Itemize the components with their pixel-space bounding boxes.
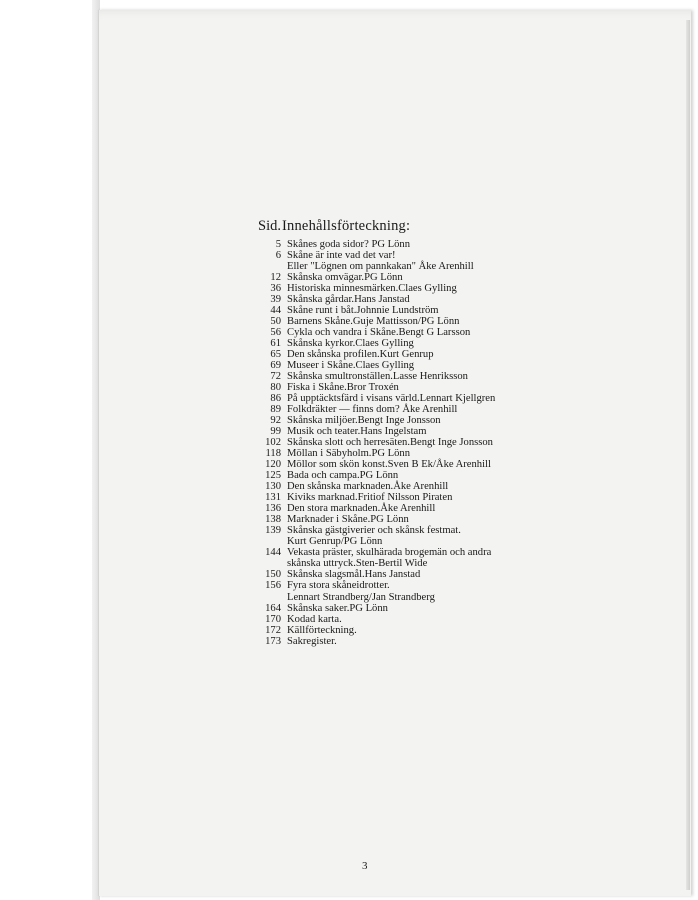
toc-entry-page: 12: [270, 272, 281, 284]
toc-entry: [258, 393, 558, 404]
toc-entry: [258, 382, 558, 393]
toc-entry-title: Vekasta präster, skulhärada brogemän och andra: [287, 547, 492, 559]
toc-entry: [258, 547, 558, 558]
toc-entry: [258, 283, 558, 294]
toc-entry-page: 61: [270, 338, 281, 350]
toc-entry-title: På upptäcktsfärd i visans värld.Lennart Kjellgren: [287, 393, 496, 405]
toc-entry-page: 118: [265, 448, 281, 460]
toc-entry-page: 138: [265, 514, 281, 526]
toc-entry-title: Sakregister.: [287, 635, 337, 647]
page-edge: [686, 20, 690, 890]
toc-entry: [258, 239, 558, 250]
toc-entry-title: Den skånska marknaden.Åke Arenhill: [287, 481, 449, 493]
toc-entry: [258, 503, 558, 514]
toc-entry-title: Historiska minnesmärken.Claes Gylling: [287, 283, 457, 295]
toc-entry-page: 80: [270, 382, 281, 394]
toc-entry: [258, 536, 558, 547]
toc-entry-title: Lennart Strandberg/Jan Strandberg: [287, 591, 435, 603]
toc-entry-title: Skånska slagsmål.Hans Janstad: [287, 569, 421, 581]
toc-entry-page: 6: [275, 250, 281, 262]
toc-entry-page: 92: [270, 415, 281, 427]
toc-entry-title: Möllan i Säbyholm.PG Lönn: [287, 448, 411, 460]
toc-entry-page: 56: [270, 327, 281, 339]
toc-entry-title: Barnens Skåne.Guje Mattisson/PG Lönn: [287, 316, 460, 328]
toc-entry: [258, 569, 558, 580]
toc-entry: [258, 261, 558, 272]
toc-entry-title: Skånska saker.PG Lönn: [287, 602, 388, 614]
toc-entry-title: Fiska i Skåne.Bror Troxén: [287, 382, 399, 394]
toc-entry-page: 36: [270, 283, 281, 295]
toc-entry-title: Skånska kyrkor.Claes Gylling: [287, 338, 414, 350]
toc-entry-title: Kurt Genrup/PG Lönn: [287, 536, 383, 548]
toc-entry-title: Skånes goda sidor? PG Lönn: [287, 239, 410, 250]
toc-entry: [258, 448, 558, 459]
toc-entry-title: Eller "Lögnen om pannkakan" Åke Arenhill: [287, 261, 474, 273]
toc-entry-title: Källförteckning.: [287, 624, 357, 636]
toc-entry: [258, 272, 558, 283]
toc-entry: [258, 470, 558, 481]
toc-entry-page: 125: [265, 470, 281, 482]
toc-entry-page: 89: [270, 404, 281, 416]
sid-label: Sid.: [258, 218, 281, 234]
toc-entry-title: Den skånska profilen.Kurt Genrup: [287, 349, 434, 361]
toc-entry: [258, 426, 558, 437]
toc-entry-title: Skåne runt i båt.Johnnie Lundström: [287, 305, 439, 317]
toc-entry: [258, 305, 558, 316]
toc-entry-page: 144: [265, 547, 281, 559]
toc-entry-title: Folkdräkter — finns dom? Åke Arenhill: [287, 404, 458, 416]
toc-entry-page: 150: [265, 569, 281, 581]
toc-entry-page: 131: [265, 492, 281, 504]
toc-entry-page: 130: [265, 481, 281, 493]
toc-entry-page: 173: [265, 635, 281, 647]
toc-entry: [258, 492, 558, 503]
toc-entry-title: Skånska miljöer.Bengt Inge Jonsson: [287, 415, 441, 427]
toc-entry: [258, 338, 558, 349]
toc-entry-page: 44: [270, 305, 281, 317]
toc-entry: [258, 371, 558, 382]
toc-entry-title: Skånska smultronställen.Lasse Henriksson: [287, 371, 468, 383]
toc-entry-title: Bada och campa.PG Lönn: [287, 470, 399, 482]
toc-entry-title: Skåne är inte vad det var!: [287, 250, 396, 262]
toc-entry: [258, 437, 558, 448]
toc-entry: [258, 415, 558, 426]
toc-entry-page: 139: [265, 525, 281, 537]
toc-entry-page: 50: [270, 316, 281, 328]
toc-entry: [258, 614, 558, 625]
toc-entry-title: Skånska gästgiverier och skånsk festmat.: [287, 525, 461, 537]
toc-entry-page: 5: [275, 239, 281, 250]
page-number: 3: [362, 860, 368, 872]
toc-entry: [258, 250, 558, 261]
toc-entry-title: Musik och teater.Hans Ingelstam: [287, 426, 427, 438]
toc-entry: [258, 636, 558, 647]
toc-entry: [258, 294, 558, 305]
toc-entry-title: Kiviks marknad.Fritiof Nilsson Piraten: [287, 492, 453, 504]
toc-entry-page: 164: [265, 602, 281, 614]
toc-entry-page: 86: [270, 393, 281, 405]
toc-entry-title: skånska uttryck.Sten-Bertil Wide: [287, 558, 428, 570]
toc-entry: [258, 404, 558, 415]
toc-entry: [258, 603, 558, 614]
toc-entry: [258, 481, 558, 492]
toc-entry-page: 156: [265, 580, 281, 592]
toc-entry-title: Marknader i Skåne.PG Lönn: [287, 514, 409, 526]
toc-entry: [258, 592, 558, 603]
toc-entry: [258, 327, 558, 338]
toc-list: [258, 239, 558, 647]
toc-entry-title: Museer i Skåne.Claes Gylling: [287, 360, 415, 372]
toc-entry-title: Möllor som skön konst.Sven B Ek/Åke Arenhill: [287, 459, 491, 471]
table-of-contents: [258, 218, 558, 647]
toc-entry: [258, 558, 558, 569]
toc-entry: [258, 316, 558, 327]
toc-entry-title: Fyra stora skåneidrotter.: [287, 580, 390, 592]
toc-entry-page: 39: [270, 294, 281, 306]
toc-entry: [258, 360, 558, 371]
toc-entry: [258, 525, 558, 536]
toc-entry-title: Skånska slott och herresäten.Bengt Inge Jonsson: [287, 437, 493, 449]
toc-entry-page: 102: [265, 437, 281, 449]
toc-entry: [258, 580, 558, 591]
toc-entry-title: Kodad karta.: [287, 613, 342, 625]
toc-entry-page: 120: [265, 459, 281, 471]
toc-entry-page: 172: [265, 624, 281, 636]
toc-entry-title: Den stora marknaden.Åke Arenhill: [287, 503, 436, 515]
toc-entry: [258, 349, 558, 360]
toc-entry: [258, 459, 558, 470]
toc-entry-page: 72: [270, 371, 281, 383]
toc-entry: [258, 514, 558, 525]
toc-entry-title: Cykla och vandra i Skåne.Bengt G Larsson: [287, 327, 471, 339]
toc-entry-page: 69: [270, 360, 281, 372]
toc-entry-title: Skånska gårdar.Hans Janstad: [287, 294, 410, 306]
toc-header: [258, 218, 558, 238]
toc-entry: [258, 625, 558, 636]
toc-entry-title: Skånska omvägar.PG Lönn: [287, 272, 403, 284]
toc-title: Innehållsförteckning:: [282, 218, 411, 234]
toc-entry-page: 170: [265, 613, 281, 625]
toc-entry-page: 65: [270, 349, 281, 361]
toc-entry-page: 136: [265, 503, 281, 515]
toc-entry-page: 99: [270, 426, 281, 438]
